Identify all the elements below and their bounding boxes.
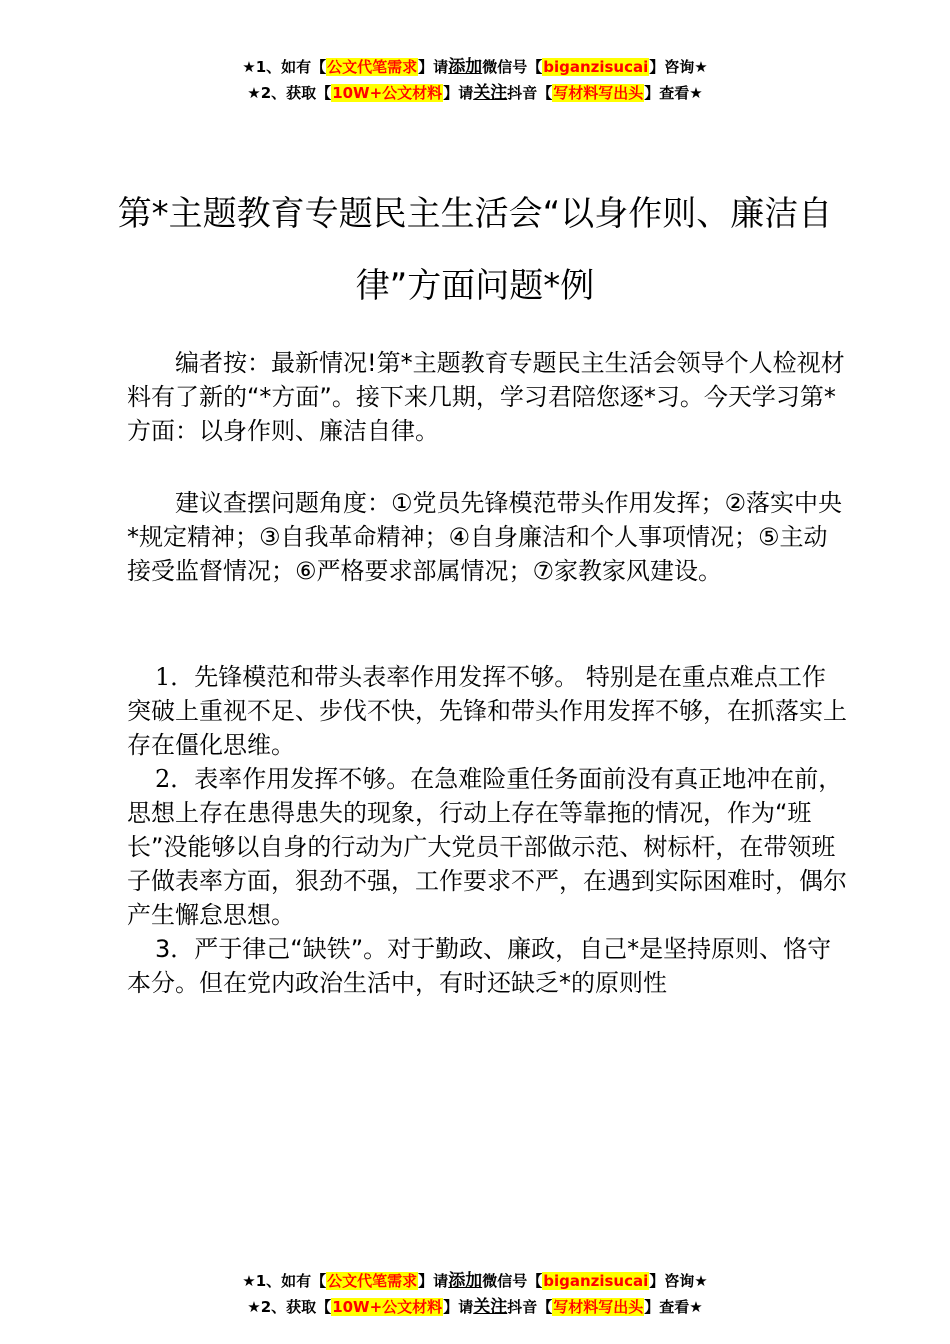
promo-text: 微信号【 (482, 58, 543, 76)
issue-text: ．先锋模范和带头表率作用发挥不够。 特别是在重点难点工作突破上重视不足、步伐不快，先锋和带头作用发挥不够，在抓落实上存在僵化思维。 (127, 663, 847, 759)
promo-text: 】请 (443, 84, 474, 102)
issue-number: 3 (155, 935, 171, 963)
promo-line-2 (0, 80, 950, 106)
promo-highlight: 写材料写出头 (553, 1298, 644, 1316)
promo-text: ★2、获取【 (247, 1298, 332, 1316)
promo-highlight: 公文代笔需求 (327, 58, 418, 76)
promo-text: 】请 (418, 58, 449, 76)
issue-text: ．表率作用发挥不够。在急难险重任务面前没有真正地冲在前，思想上存在患得患失的现象，行动上存在等靠拖的情况，作为“班长”没能够以自身的行动为广大党员干部做示范、树标杆，在带领班子做表率方面，狠劲不强，工作要求不严，在遇到实际困难时，偶尔产生懈怠思想。 (127, 765, 847, 929)
promo-banner-bottom (0, 1268, 950, 1320)
promo-highlight: 公文代笔需求 (327, 1272, 418, 1290)
issue-text: ．严于律己“缺铁”。对于勤政、廉政，自己*是坚持原则、恪守本分。但在党内政治生活中，有时还缺乏*的原则性 (127, 935, 832, 997)
issue-number: 2 (155, 765, 171, 793)
promo-text: 】咨询★ (649, 58, 708, 76)
promo-text: ★2、获取【 (247, 84, 332, 102)
promo-emphasis: 关注 (473, 83, 508, 103)
promo-text: 】请 (443, 1298, 474, 1316)
promo-highlight: 写材料写出头 (553, 84, 644, 102)
suggestion-block (127, 486, 847, 588)
promo-highlight: biganzisucai (543, 1272, 649, 1290)
suggestion-paragraph: 建议查摆问题角度：①党员先锋模范带头作用发挥；②落实中央*规定精神；③自我革命精神；④自身廉洁和个人事项情况；⑤主动接受监督情况；⑥严格要求部属情况；⑦家教家风建设。 (127, 489, 843, 585)
promo-highlight: 10W+公文材料 (332, 84, 443, 102)
editor-note-block (127, 346, 847, 448)
promo-emphasis: 关注 (473, 1297, 508, 1317)
promo-line-2 (0, 1294, 950, 1320)
issue-item (127, 660, 847, 762)
issue-item (127, 932, 847, 1000)
promo-text: ★1、如有【 (242, 1272, 327, 1290)
promo-text: 】咨询★ (649, 1272, 708, 1290)
promo-emphasis: 添加 (448, 57, 483, 77)
document-title: 第*主题教育专题民主生活会“以身作则、廉洁自律”方面问题*例 (117, 194, 833, 306)
promo-line-1 (0, 54, 950, 80)
issue-number: 1 (155, 663, 171, 691)
promo-emphasis: 添加 (448, 1271, 483, 1291)
promo-text: 】查看★ (644, 84, 703, 102)
promo-highlight: biganzisucai (543, 58, 649, 76)
promo-text: ★1、如有【 (242, 58, 327, 76)
promo-text: 抖音【 (507, 84, 553, 102)
promo-text: 】请 (418, 1272, 449, 1290)
issue-list (127, 660, 847, 1000)
promo-banner-top (0, 54, 950, 106)
promo-text: 抖音【 (507, 1298, 553, 1316)
promo-highlight: 10W+公文材料 (332, 1298, 443, 1316)
promo-text: 微信号【 (482, 1272, 543, 1290)
issue-item (127, 762, 847, 932)
promo-text: 】查看★ (644, 1298, 703, 1316)
promo-line-1 (0, 1268, 950, 1294)
editor-note: 编者按：最新情况!第*主题教育专题民主生活会领导个人检视材料有了新的“*方面”。接下来几期，学习君陪您逐*习。今天学习第*方面：以身作则、廉洁自律。 (127, 349, 845, 445)
